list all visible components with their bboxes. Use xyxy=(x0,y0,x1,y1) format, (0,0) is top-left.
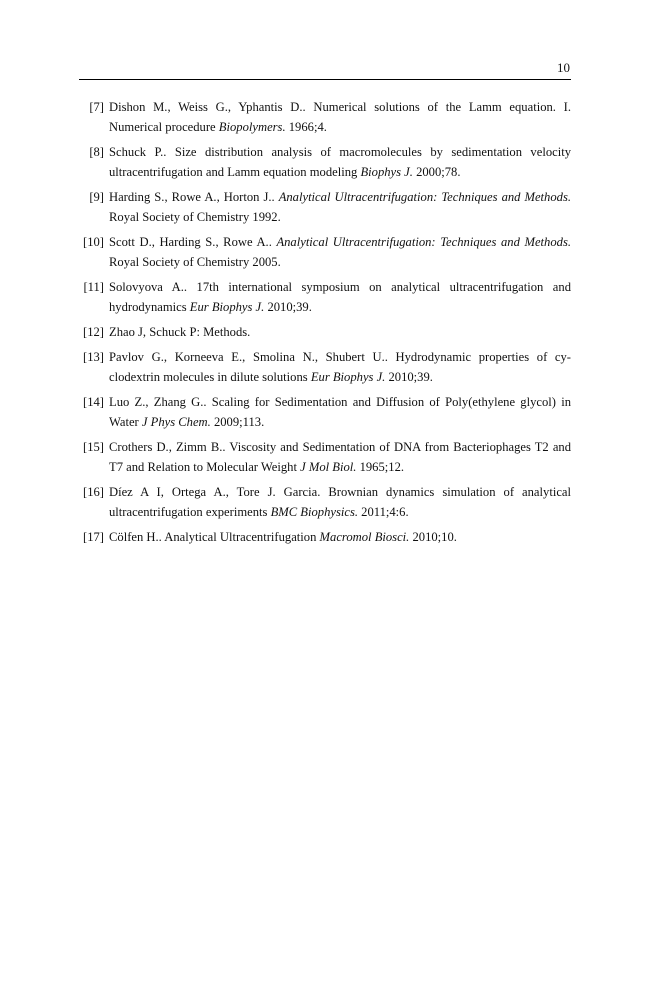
reference-body: Scott D., Harding S., Rowe A.. xyxy=(109,235,277,249)
reference-item xyxy=(79,277,571,317)
reference-item xyxy=(79,142,571,182)
reference-journal: Eur Biophys J. xyxy=(189,300,265,314)
reference-tail: Royal Society of Chemistry 2005. xyxy=(109,255,281,269)
reference-text xyxy=(109,187,571,227)
reference-number: [10] xyxy=(83,235,104,249)
reference-text xyxy=(109,277,571,317)
reference-tail: 1966;4. xyxy=(285,120,327,134)
reference-body: Zhao J, Schuck P: Methods. xyxy=(109,325,251,339)
reference-book-title: Analytical Ultracentrifugation: Techniques and Methods. xyxy=(276,235,571,249)
reference-tail: 1965;12. xyxy=(356,460,405,474)
reference-tail: Royal Society of Chemistry 1992. xyxy=(109,210,281,224)
reference-body: Harding S., Rowe A., Horton J.. xyxy=(109,190,279,204)
reference-text xyxy=(109,437,571,477)
reference-number: [17] xyxy=(83,530,104,544)
reference-body: Crothers D., Zimm B.. Viscosity and Sedimentation of DNA from Bacteriophages T2 and T7 and Relation to Molecular Weight xyxy=(109,440,571,474)
reference-book-title: Analytical Ultracentrifugation: Techniques and Methods. xyxy=(278,190,572,204)
reference-tail: 2000;78. xyxy=(412,165,461,179)
reference-item xyxy=(79,347,571,387)
reference-tail: 2011;4:6. xyxy=(358,505,409,519)
reference-number: [16] xyxy=(83,485,104,499)
page-number: 10 xyxy=(557,60,570,75)
reference-body: Dishon M., Weiss G., Yphantis D.. Numerical solutions of the Lamm equation. I. Numerical procedure xyxy=(109,100,571,134)
reference-tail: 2010;39. xyxy=(264,300,312,314)
reference-item xyxy=(79,187,571,227)
reference-journal: Biophys J. xyxy=(360,165,413,179)
reference-journal: J Mol Biol. xyxy=(300,460,357,474)
reference-number: [9] xyxy=(89,190,104,204)
reference-item xyxy=(79,437,571,477)
reference-item xyxy=(79,322,571,342)
reference-number: [8] xyxy=(89,145,104,159)
reference-text xyxy=(109,142,571,182)
reference-text xyxy=(109,347,571,387)
reference-tail: 2009;113. xyxy=(210,415,265,429)
reference-item xyxy=(79,482,571,522)
reference-journal: Biopolymers. xyxy=(218,120,286,134)
reference-body: Schuck P.. Size distribution analysis of macromolecules by sedimentation velocity ultracentrifugation and Lamm equation modeling xyxy=(109,145,571,179)
reference-text xyxy=(109,482,571,522)
reference-item xyxy=(79,392,571,432)
reference-item xyxy=(79,232,571,272)
reference-journal: Macromol Biosci. xyxy=(319,530,410,544)
reference-body: Díez A I, Ortega A., Tore J. Garcia. Brownian dynamics simulation of analytical ultracentrifugation experiments xyxy=(109,485,571,519)
reference-item xyxy=(79,97,571,137)
reference-number: [7] xyxy=(89,100,104,114)
reference-text xyxy=(109,527,571,547)
reference-tail: 2010;10. xyxy=(409,530,457,544)
reference-journal: BMC Biophysics. xyxy=(270,505,359,519)
reference-text xyxy=(109,322,571,342)
header-rule xyxy=(79,79,571,80)
reference-text xyxy=(109,97,571,137)
reference-body: Luo Z., Zhang G.. Scaling for Sedimentation and Diffusion of Poly(ethylene glycol) in Water xyxy=(109,395,571,429)
reference-item xyxy=(79,527,571,547)
reference-number: [15] xyxy=(83,440,104,454)
reference-number: [12] xyxy=(83,325,104,339)
reference-text xyxy=(109,232,571,272)
reference-body: Solovyova A.. 17th international symposium on analytical ultracentrifugation and hydrodynamics xyxy=(109,280,571,314)
reference-body: Pavlov G., Korneeva E., Smolina N., Shubert U.. Hydrodynamic properties of cy-clodextrin molecules in dilute solutions xyxy=(109,350,571,384)
reference-list xyxy=(79,97,571,552)
reference-number: [14] xyxy=(83,395,104,409)
reference-journal: Eur Biophys J. xyxy=(310,370,386,384)
reference-number: [11] xyxy=(83,280,104,294)
reference-journal: J Phys Chem. xyxy=(141,415,211,429)
reference-text xyxy=(109,392,571,432)
reference-number: [13] xyxy=(83,350,104,364)
reference-body: Cölfen H.. Analytical Ultracentrifugation xyxy=(109,530,320,544)
reference-tail: 2010;39. xyxy=(385,370,433,384)
